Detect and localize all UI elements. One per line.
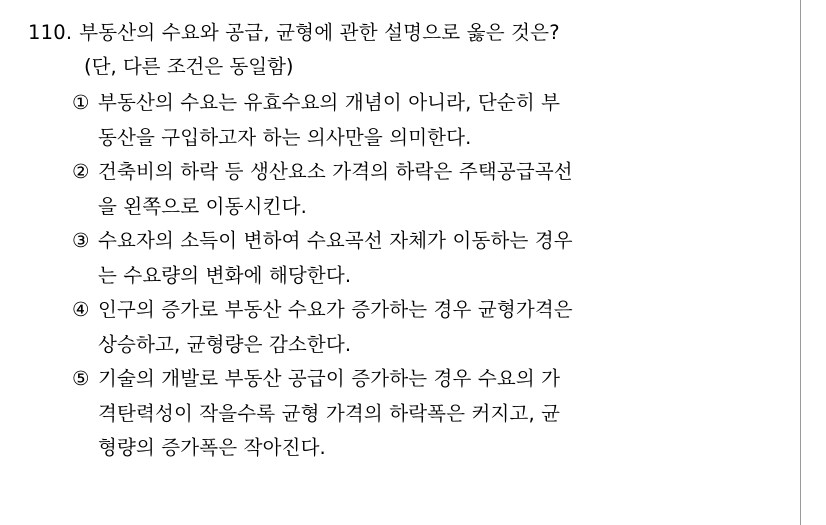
choice-marker-4: ④ bbox=[72, 298, 90, 321]
choice-body-4 bbox=[98, 293, 766, 362]
choice-item[interactable] bbox=[72, 155, 766, 224]
choice-marker-5: ⑤ bbox=[72, 367, 90, 390]
question-stem: 부동산의 수요와 공급, 균형에 관한 설명으로 옳은 것은? bbox=[79, 21, 560, 44]
choice-item[interactable] bbox=[72, 293, 766, 362]
question-heading bbox=[28, 16, 766, 50]
choice-marker-1: ① bbox=[72, 91, 90, 114]
choice-text-line: 부동산의 수요는 유효수요의 개념이 아니라, 단순히 부 bbox=[98, 91, 561, 114]
choice-text-line: 형량의 증가폭은 작아진다. bbox=[98, 436, 326, 459]
choice-body-5 bbox=[98, 362, 766, 466]
question-number: 110. bbox=[28, 21, 73, 44]
choice-text-line: 을 왼쪽으로 이동시킨다. bbox=[98, 194, 307, 218]
choice-text-line: 기술의 개발로 부동산 공급이 증가하는 경우 수요의 가 bbox=[98, 367, 561, 390]
choice-list bbox=[28, 86, 766, 466]
question-block bbox=[28, 16, 766, 466]
choice-item[interactable] bbox=[72, 224, 766, 293]
choice-text-line: 수요자의 소득이 변하여 수요곡선 자체가 이동하는 경우 bbox=[98, 229, 573, 252]
choice-item[interactable] bbox=[72, 362, 766, 466]
choice-marker-2: ② bbox=[72, 160, 90, 183]
question-condition: (단, 다른 조건은 동일함) bbox=[84, 55, 294, 78]
page-edge-rule bbox=[800, 0, 801, 525]
choice-text-line: 건축비의 하락 등 생산요소 가격의 하락은 주택공급곡선 bbox=[98, 160, 573, 183]
choice-item[interactable] bbox=[72, 86, 766, 155]
choice-body-1 bbox=[98, 86, 766, 155]
choice-body-3 bbox=[98, 224, 766, 293]
choice-text-line: 는 수요량의 변화에 해당한다. bbox=[98, 263, 352, 287]
choice-text-line: 격탄력성이 작을수록 균형 가격의 하락폭은 커지고, 균 bbox=[98, 401, 561, 425]
choice-text-line: 상승하고, 균형량은 감소한다. bbox=[98, 332, 352, 356]
choice-text-line: 인구의 증가로 부동산 수요가 증가하는 경우 균형가격은 bbox=[98, 298, 573, 321]
choice-text-line: 동산을 구입하고자 하는 의사만을 의미한다. bbox=[98, 125, 472, 149]
choice-marker-3: ③ bbox=[72, 229, 90, 252]
choice-body-2 bbox=[98, 155, 766, 224]
